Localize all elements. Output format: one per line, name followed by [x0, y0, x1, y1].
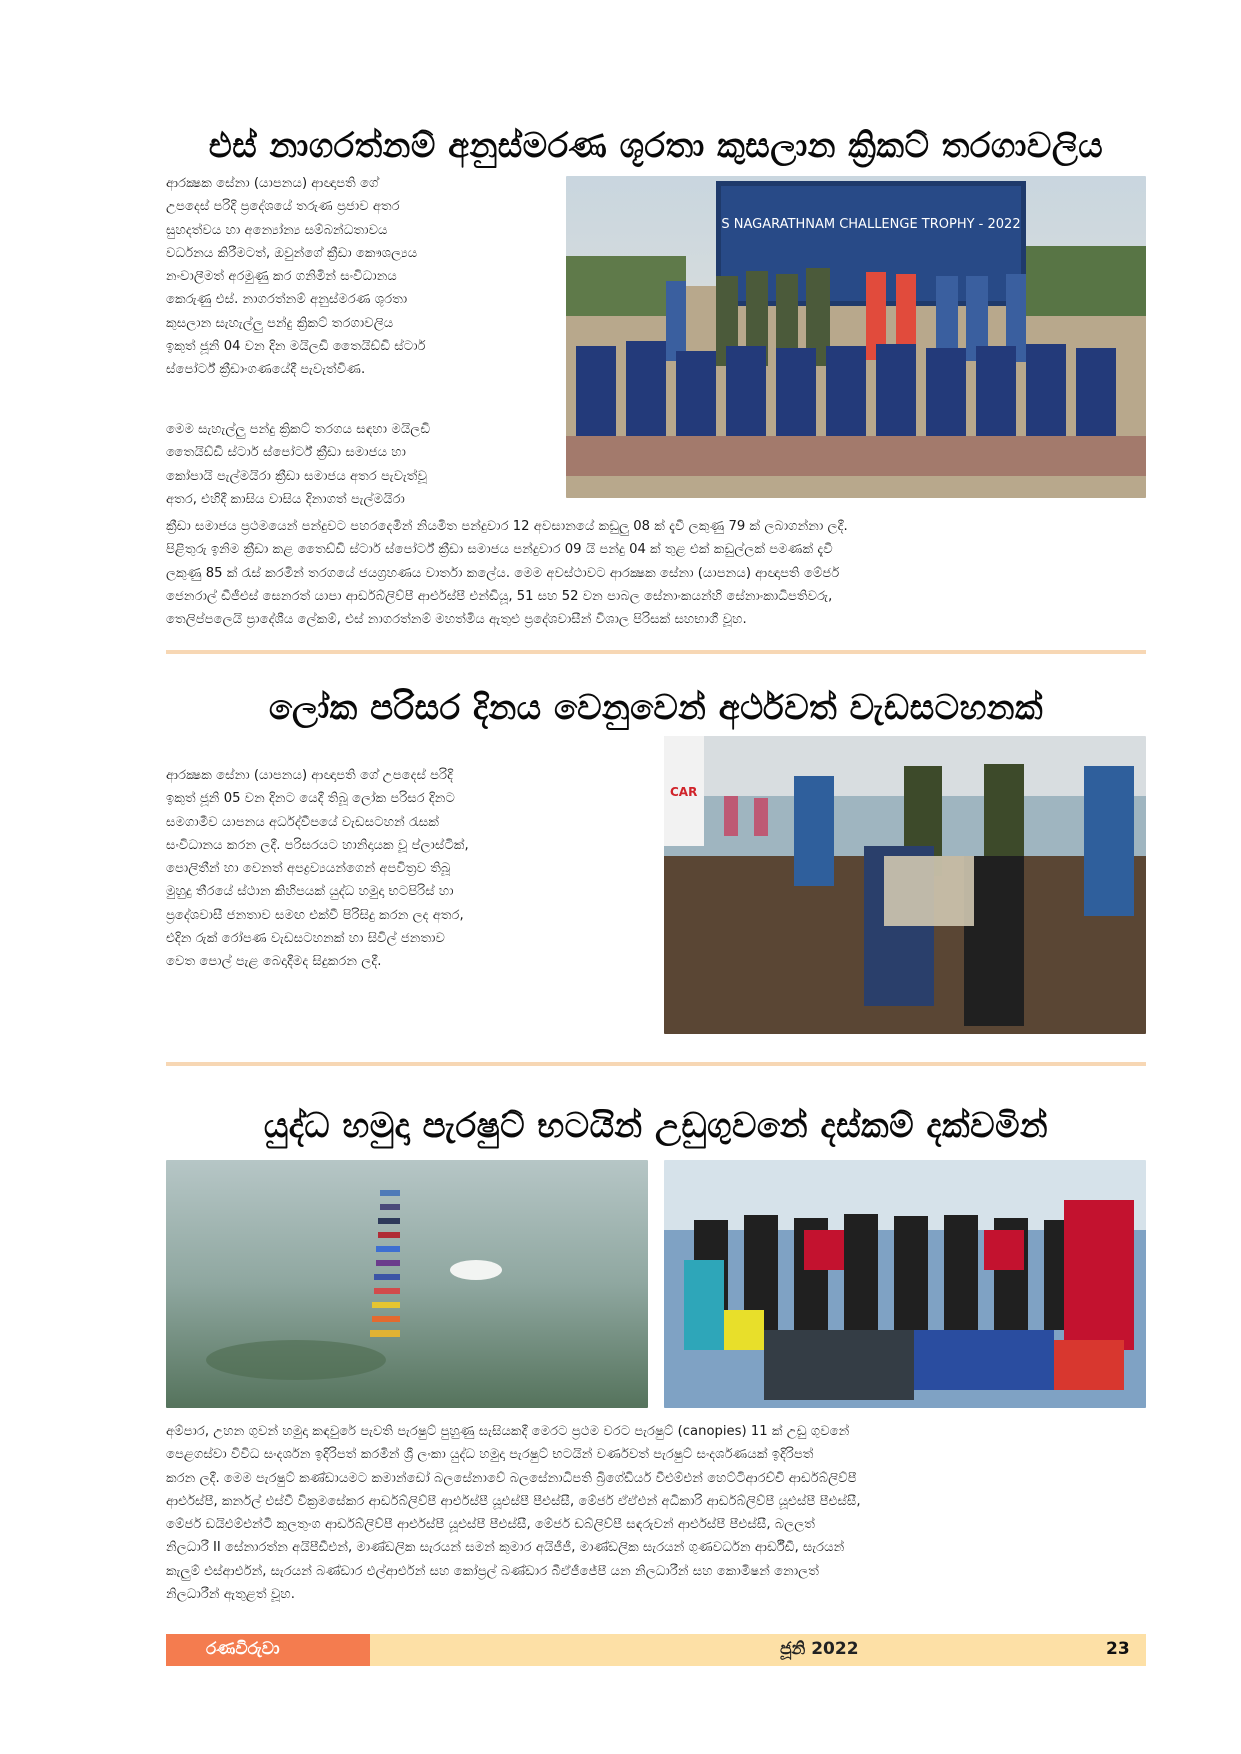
text-line: සංවිධානය කරන ලදී. පරිසරයට හානිදායක වූ ප්ලාස්ටික්, — [166, 837, 469, 853]
article2-paragraph — [166, 764, 596, 979]
text-line: අතර, එහිදී කාසිය වාසිය දිනාගත් පැල්මයිරා — [166, 491, 405, 507]
text-line: ඉකුත් ජූනි 05 වන දිනට යෙදී තිබූ ලෝක පරිසර දිනට — [166, 791, 455, 807]
text-line: තෙලිප්පලෙයි ප්‍රාදේශීය ලේකම්, එස් නාගරත්නම් මහත්මිය ඇතුළු ප්‍රදේශවාසීන් විශාල පිරිසක් සහභාගී වූහ. — [166, 612, 747, 628]
text-line: නංවාලීමත් අරමුණු කර ගනිමින් සංවිධානය — [166, 269, 397, 285]
page-number: 23 — [1106, 1639, 1130, 1659]
text-line: නිලධාරී II සේනාරත්න අයිපීඩීඑන්, මාණ්ඩලික සැරයන් සමන් කුමාර අයිජීජී, මාණ්ඩලික සැරයන් ගුණවර්ධන ආර්ඩීඩී, සැරයන් — [166, 1540, 845, 1556]
text-line: ලකුණු 85 ක් රැස් කරමින් තරගයේ ජයග්‍රහණය වාර්තා කලේය. මෙම අවස්ථාවට ආරක්‍ෂක සේනා (යාපනය) ආඥාපති මේජර් — [166, 565, 840, 581]
skydiving-formation-photo — [166, 1160, 648, 1408]
footer-magazine-block — [166, 1634, 370, 1666]
article2-headline: ලෝක පරිසර දිනය වෙනුවෙන් අර්ථවත් වැඩසටහනක් — [268, 688, 1044, 728]
text-line: ආර්එස්පී, කර්නල් එස්වී වික්‍රමසේකර ආර්ඩබ්ලිව්පී ආර්එස්පී යූඑස්පී පීඑස්සී, මේජර් ඒඒඑන් අධිකාරි ආර්ඩබ්ලිව්පී යූඑස්පී පීඑස්සී, — [166, 1493, 861, 1509]
text-line: කෝපායි පැල්මයිරා ක්‍රීඩා සමාජය අතර පැවැත්වූ — [166, 468, 427, 484]
banner-text: CAR — [670, 785, 698, 799]
issue-date: ජූනි 2022 — [780, 1639, 859, 1659]
text-line: උපදෙස් පරිදි ප්‍රදේශයේ තරුණ ප්‍රජාව අතර — [166, 199, 400, 215]
text-line: ඉකුත් ජූනි 04 වන දින මයිලඩි තෛයිඩ්ඩි ස්ටාර් — [166, 339, 426, 355]
text-line: මෙම සැහැල්ලු පන්දු ක්‍රිකට් තරගය සඳහා මයිලඩි — [166, 422, 431, 437]
article1-headline: එස් නාගරත්නම් අනුස්මරණ ශූරතා කුසලාන ක්‍රිකට් තරගාවලිය — [208, 126, 1104, 166]
section-divider — [166, 1062, 1146, 1066]
article1-wide-paragraph — [166, 515, 1146, 632]
article3-headline: යුද්ධ හමුදා පැරෂුට් භටයින් උඩුගුවනේ දස්කම් දක්වමින් — [263, 1106, 1049, 1146]
section-divider — [166, 650, 1146, 654]
text-line: සුහදත්වය හා අන්‍යෝන්‍ය සම්බන්ධතාවය — [166, 222, 388, 238]
text-line: අම්පාර, උහන ගුවන් හමුදා කඳවුරේ පැවති පැරෂුට් පුහුණු සැසියකදී මෙරට ප්‍රථම වරට පැරෂුට් (canopies) 11 ක් උඩු ගුවනේ — [166, 1424, 850, 1439]
text-line: පොලිතීන් හා වෙනත් අපද්‍රව්‍යයන්ගෙන් අපවිත්‍රව තිබූ — [166, 861, 451, 877]
text-line: පෙළගස්වා විවිධ සංදර්ශන ඉදිරිපත් කරමින් ශ්‍රී ලංකා යුද්ධ හමුදා පැරෂුට් භටයින් වර්ණවත් පැරෂුට් සංදර්ශණයක් ඉදිරිපත් — [166, 1447, 814, 1463]
text-line: කැලුම් එස්ආර්එන්, සැරයන් බණ්ඩාර එල්ආර්එන් සහ කෝප්‍රල් බණ්ඩාර බීඒජීජේපී යන නිලධාරීන් සහ කොමිෂන් නොලත් — [166, 1563, 819, 1579]
text-line: කරන ලදී. මෙම පැරෂුට් කණ්ඩායමට කමාන්ඩෝ බලසේනාවේ බලසේනාධිපති බ්‍රිගේඩියර් වීඑම්එන් හෙට්ටිආරච්චි ආර්ඩබ්ලිව්පී — [166, 1470, 857, 1486]
text-line: කුසලාන සැහැල්ලු පන්දු ක්‍රිකට් තරගාවලිය — [166, 315, 394, 331]
text-line: වර්ධනය කිරීමටත්, ඔවුන්ගේ ක්‍රීඩා කෞශල්‍යය — [166, 245, 418, 261]
text-line: ආරක්‍ෂක සේනා (යාපනය) ආඥාපති ගේ — [166, 176, 379, 191]
text-line: කෙරුණු එස්. නාගරත්නම් අනුස්මරණ ශූරතා — [166, 292, 408, 308]
article3-paragraph — [166, 1420, 1146, 1610]
text-line: මුහුදු තීරයේ ස්ථාන කිහිපයක් යුද්ධ හමුදා භටපිරිස් හා — [166, 884, 454, 900]
text-line: නිලධාරීන් ඇතුළත් වූහ. — [166, 1587, 295, 1603]
banner-text: S NAGARATHNAM CHALLENGE TROPHY - 2022 — [721, 217, 1021, 232]
text-line: ආරක්‍ෂක සේනා (යාපනය) ආඥාපති ගේ උපදෙස් පරිදි — [166, 768, 453, 783]
text-line: වෙත පොල් පැළ බෙදාදීමද සිදුකරන ලදී. — [166, 954, 382, 970]
magazine-name: රණවිරුවා — [206, 1639, 280, 1659]
article1-intro — [166, 172, 556, 397]
cricket-team-photo — [566, 176, 1146, 498]
text-line: තෛයිඩ්ඩි ස්ටාර් ස්පෝර්ට් ක්‍රීඩා සමාජය හා — [166, 445, 406, 461]
beach-cleanup-photo — [664, 736, 1146, 1034]
text-line: සමගාමීව යාපනය අර්ධද්වීපයේ වැඩසටහන් රැසක් — [166, 814, 439, 830]
page-footer — [166, 1634, 1146, 1666]
footer-issue-block — [370, 1634, 1146, 1666]
text-line: ජෙනරාල් ඩීජීඑස් සෙනරත් යාපා ආර්ඩබ්ලිව්පී ආර්එස්පී එන්ඩියූ, 51 සහ 52 වන පාබල සේනාංකයන්හි සේනාංකාධිපතිවරු, — [166, 588, 833, 604]
article1-narrow-paragraph — [166, 418, 556, 514]
text-line: මේජර් ඩයිඑම්එන්ටී කුලතුංග ආර්ඩබ්ලිව්පී ආර්එස්පී යූඑස්පී පීඑස්සී, මේජර් ඩබ්ලිව්පී සඳරුවන් ආර්එස්පී පීඑස්සී, බලලත් — [166, 1517, 815, 1533]
text-line: ස්පෝර්ට් ක්‍රීඩාංගණයේදී පැවැත්විණ. — [166, 362, 366, 378]
text-line: ක්‍රීඩා සමාජය ප්‍රථමයෙන් පන්දුවට පහරදෙමින් නියමිත පන්දුවාර 12 අවසානයේ කඩුලු 08 ක් දැවී ලකුණු 79 ක් ලබාගන්නා ලදී. — [166, 519, 848, 534]
text-line: පිළිතුරු ඉනිම ක්‍රීඩා කළ තෛඩ්ඩි ස්ටාර් ස්පෝර්ට් ක්‍රීඩා සමාජය පන්දුවාර 09 යි පන්දු 04 ක් තුළ එක් කඩුල්ලක් පමණක් දැවී — [166, 542, 833, 558]
text-line: එදින රුක් රෝපණ වැඩසටහනක් හා සිවිල් ජනතාව — [166, 931, 445, 947]
parachute-team-photo — [664, 1160, 1146, 1408]
text-line: ප්‍රදේශවාසී ජනතාව සමඟ එක්වී පිරිසිදු කරන ලද අතර, — [166, 907, 464, 923]
